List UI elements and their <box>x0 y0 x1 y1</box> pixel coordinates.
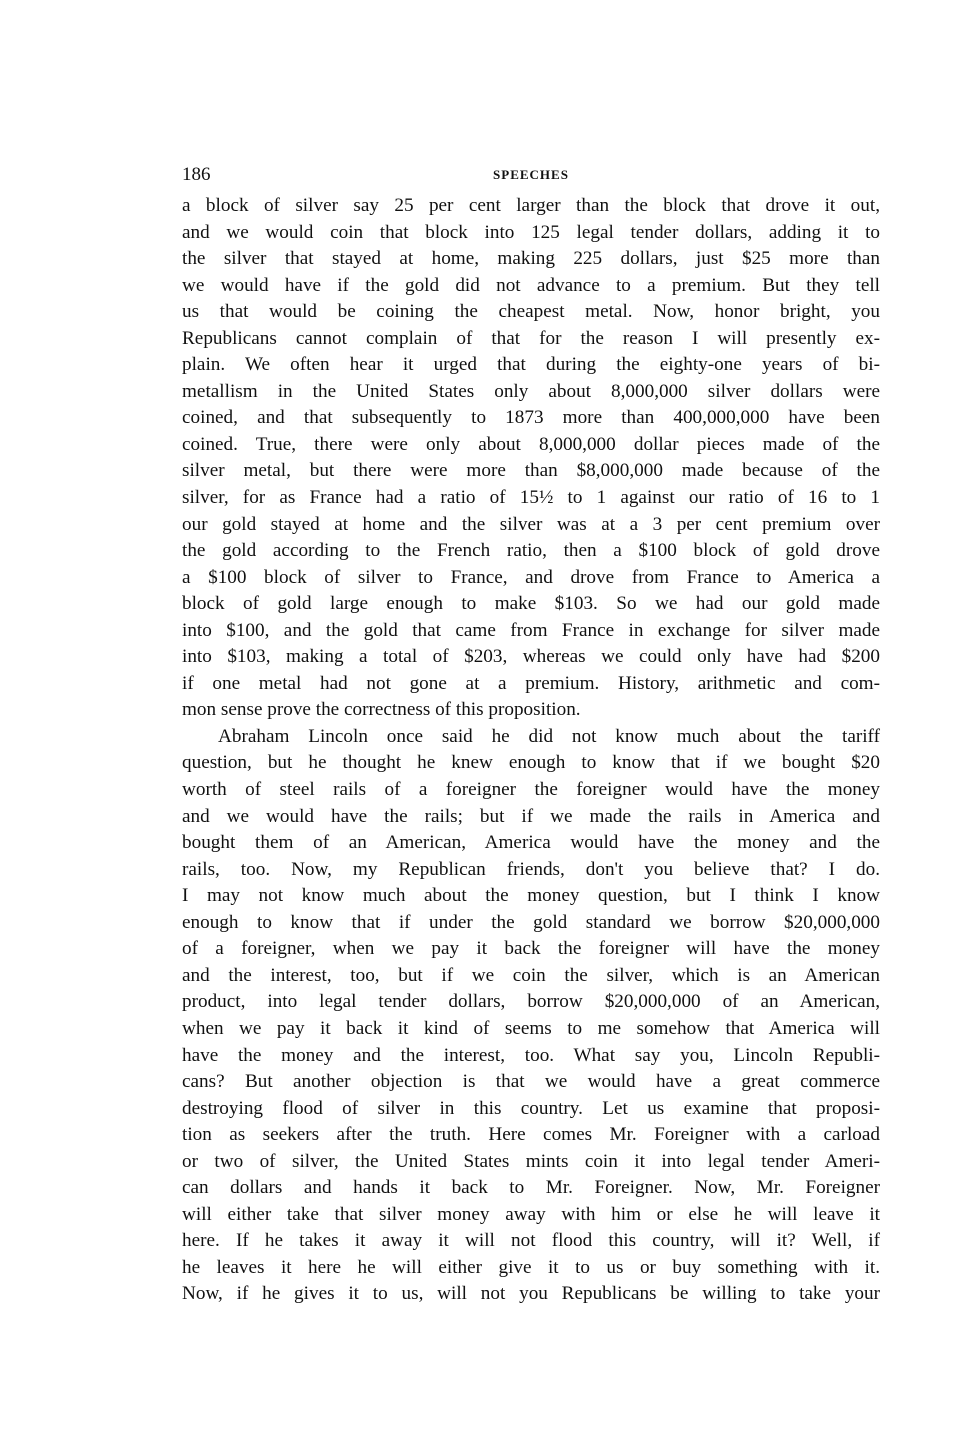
text-line: product, into legal tender dollars, borrow $20,000,000 of an American, <box>182 991 880 1013</box>
text-line: or two of silver, the United States mints coin it into legal tender Ameri- <box>182 1150 880 1172</box>
text-line: worth of steel rails of a foreigner the foreigner would have the money <box>182 779 880 801</box>
text-line: silver, for as France had a ratio of 15½ to 1 against our ratio of 16 to 1 <box>182 487 880 509</box>
text-line: can dollars and hands it back to Mr. Foreigner. Now, Mr. Foreigner <box>182 1177 880 1199</box>
text-line: the gold according to the French ratio, then a $100 block of gold drove <box>182 540 880 562</box>
paragraph <box>182 724 880 1308</box>
text-line: into $100, and the gold that came from France in exchange for silver made <box>182 619 880 641</box>
text-line: bought them of an American, America would have the money and the <box>182 832 880 854</box>
text-line: he leaves it here he will either give it to us or buy something with it. <box>182 1256 880 1278</box>
text-line: and the interest, too, but if we coin the silver, which is an American <box>182 964 880 986</box>
text-line: into $103, making a total of $203, whereas we could only have had $200 <box>182 646 880 668</box>
text-line: and we would coin that block into 125 legal tender dollars, adding it to <box>182 221 880 243</box>
text-line: tion as seekers after the truth. Here comes Mr. Foreigner with a carload <box>182 1124 880 1146</box>
text-line: Abraham Lincoln once said he did not know much about the tariff <box>218 725 880 747</box>
page-header <box>182 164 880 190</box>
text-line: a block of silver say 25 per cent larger than the block that drove it out, <box>182 195 880 216</box>
text-line: rails, too. Now, my Republican friends, don't you believe that? I do. <box>182 858 880 880</box>
text-line: enough to know that if under the gold standard we borrow $20,000,000 <box>182 911 880 933</box>
text-line: and we would have the rails; but if we made the rails in America and <box>182 805 880 827</box>
text-line: have the money and the interest, too. What say you, Lincoln Republi- <box>182 1044 880 1066</box>
text-line: here. If he takes it away it will not flood this country, will it? Well, if <box>182 1230 880 1252</box>
text-line: will either take that silver money away with him or else he will leave it <box>182 1203 880 1225</box>
text-line: silver metal, but there were more than $8,000,000 made because of the <box>182 460 880 482</box>
text-line: we would have if the gold did not advance to a premium. But they tell <box>182 274 880 296</box>
text-line: mon sense prove the correctness of this proposition. <box>182 699 581 721</box>
running-head: SPEECHES <box>493 167 569 182</box>
page-number: 186 <box>182 164 211 185</box>
text-line: I may not know much about the money question, but I think I know <box>182 885 880 907</box>
text-line: block of gold large enough to make $103. So we had our gold made <box>182 593 880 615</box>
paragraph <box>182 193 880 724</box>
text-line: plain. We often hear it urged that during the eighty-one years of bi- <box>182 354 880 376</box>
text-line: Republicans cannot complain of that for the reason I will presently ex- <box>182 327 880 349</box>
text-line: coined, and that subsequently to 1873 more than 400,000,000 have been <box>182 407 880 429</box>
text-line: when we pay it back it kind of seems to me somehow that America will <box>182 1017 880 1039</box>
text-line: cans? But another objection is that we would have a great commerce <box>182 1071 880 1093</box>
text-line: Now, if he gives it to us, will not you Republicans be willing to take your <box>182 1283 880 1305</box>
page-body <box>182 193 880 1308</box>
text-line: metallism in the United States only about 8,000,000 silver dollars were <box>182 380 880 402</box>
text-line: if one metal had not gone at a premium. History, arithmetic and com- <box>182 672 880 694</box>
text-line: the silver that stayed at home, making 225 dollars, just $25 more than <box>182 248 880 270</box>
text-line: of a foreigner, when we pay it back the foreigner will have the money <box>182 938 880 960</box>
text-line: our gold stayed at home and the silver was at a 3 per cent premium over <box>182 513 880 535</box>
text-line: a $100 block of silver to France, and drove from France to America a <box>182 566 880 588</box>
text-line: destroying flood of silver in this country. Let us examine that proposi- <box>182 1097 880 1119</box>
text-line: us that would be coining the cheapest metal. Now, honor bright, you <box>182 301 880 323</box>
text-line: coined. True, there were only about 8,000,000 dollar pieces made of the <box>182 433 880 455</box>
text-line: question, but he thought he knew enough to know that if we bought $20 <box>182 752 880 774</box>
